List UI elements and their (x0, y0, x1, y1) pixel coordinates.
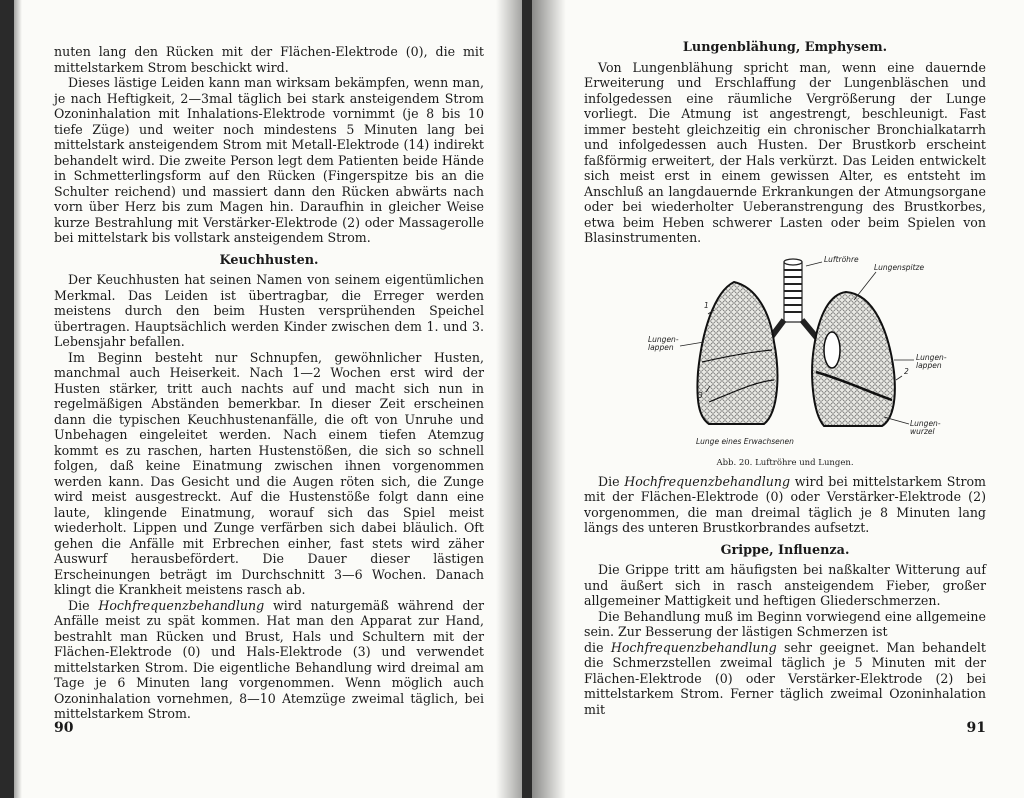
gutter-shadow-right (532, 0, 566, 798)
paragraph: Die Grippe tritt am häufigsten bei naßkalter Witterung auf und äußert sich in rasch ansteigendem Fieber, großer allgemeiner Mattigkeit und heftigen Gliederschmerzen. (584, 562, 986, 608)
paragraph: Dieses lästige Leiden kann man wirksam bekämpfen, wenn man, je nach Heftigkeit, 2—3mal täglich bei stark ansteigendem Strom Ozoninhalation mit Inhalations-Elektrode vornimmt (je 8 bis 10 tiefe Züge) und weiter noch mindestens 5 Minuten lang bei mittelstark ansteigendem Strom mit Metall-Elektrode (14) indirekt behandelt wird. Die zweite Person legt dem Patienten beide Hände in Schmetterlingsform auf den Rücken (Fingerspitze bis an die Schulter reichend) und massiert dann den Rücken abwärts nach vorn über Herz bis zum Magen hin. Daraufhin in gleicher Weise kurze Bestrahlung mit Verstärker-Elektrode (2) oder Massagerolle bei mittelstark bis vollstark ansteigendem Strom. (54, 75, 484, 245)
text-run: Die (68, 597, 99, 613)
label-lungenlappen-right: Lungen- lappen (916, 352, 947, 370)
left-page-text (54, 44, 484, 722)
lungs-illustration (584, 252, 986, 470)
paragraph (54, 598, 484, 722)
right-page-text (584, 40, 986, 717)
paragraph (584, 640, 986, 718)
trachea (766, 259, 822, 344)
paragraph (584, 474, 986, 536)
page-number: 91 (966, 720, 986, 736)
emphasis-term: Hochfrequenzbehandlung (98, 597, 265, 613)
label-num-1: 1 (704, 300, 709, 310)
section-heading-keuchhusten: Keuchhusten. (219, 252, 319, 268)
section-heading-emphysem: Lungenblähung, Emphysem. (682, 40, 888, 55)
text-run: wird bei mittelstarkem Strom mit der Flächen-Elektrode (0) oder Verstärker-Elektrode (2) vorgenommen, die man dreimal täglich je 8 Minuten lang längs des unteren Brustkorbrandes aufsetzt. (584, 473, 986, 535)
label-num-3: 3 (698, 390, 703, 400)
label-lunge-erwachsenen: Lunge eines Erwachsenen (696, 436, 794, 446)
paragraph: nuten lang den Rücken mit der Flächen-Elektrode (0), die mit mittelstarkem Strom beschickt wird. (54, 44, 484, 75)
emphasis-term: Hochfrequenzbehandlung (624, 473, 791, 489)
paragraph: Der Keuchhusten hat seinen Namen von seinem eigentümlichen Merkmal. Das Leiden ist übertragbar, die Erreger werden meistens durch den beim Husten versprühenden Speichel übertragen. Hauptsächlich werden Kinder zwischen dem 1. und 3. Lebensjahr befallen. (54, 272, 484, 349)
page-number: 90 (54, 720, 74, 736)
left-page (14, 0, 522, 798)
figure-caption: Abb. 20. Luftröhre und Lungen. (716, 457, 854, 468)
label-lungenlappen-left: Lungen- lappen (648, 334, 679, 352)
emphasis-term: Hochfrequenzbehandlung (610, 639, 777, 655)
paragraph: Von Lungenblähung spricht man, wenn eine dauernde Erweiterung und Erschlaffung der Lungenbläschen und infolgedessen eine räumliche Vergrößerung der Lunge vorliegt. Die Atmung ist angestrengt, beschleunigt. Fast immer besteht gleichzeitig ein chronischer Bronchialkatarrh und infolgedessen auch Husten. Der Brustkorb erscheint faßförmig erweitert, der Hals verkürzt. Das Leiden entwickelt sich meist erst in einem gewissen Alter, es entsteht im Anschluß an langdauernde Erkrankungen der Atmungsorgane oder bei wiederholter Ueberanstrengung des Brustkorbes, etwa beim Heben schwerer Lasten oder beim Spielen von Blasinstrumenten. (584, 59, 986, 245)
label-lungenspitze: Lungenspitze (874, 262, 925, 272)
text-run: die (584, 639, 611, 655)
text-run: wird naturgemäß während der Anfälle meist zu spät kommen. Hat man den Apparat zur Hand, bestrahlt man Rücken und Brust, Hals und Schultern mit der Flächen-Elektrode (0) und Hals-Elektrode (3) und verwendet mittelstarken Strom. Die eigentliche Behandlung wird dreimal am Tage je 6 Minuten lang vorgenommen. Wenn möglich auch Ozoninhalation vornehmen, 8—10 Atemzüge zweimal täglich, bei mittelstarkem Strom. (54, 597, 484, 721)
label-lungenwurzel: Lungen- wurzel (910, 418, 941, 436)
label-num-2: 2 (904, 366, 909, 376)
right-page (532, 0, 1024, 798)
section-heading-grippe: Grippe, Influenza. (720, 542, 850, 558)
text-run: Die (598, 473, 625, 489)
paragraph: Die Behandlung muß im Beginn vorwiegend eine allgemeine sein. Zur Besserung der lästigen Schmerzen ist (584, 608, 986, 639)
page-edge-shadow (14, 0, 22, 798)
paragraph: Im Beginn besteht nur Schnupfen, gewöhnlicher Husten, manchmal auch Heiserkeit. Nach 1—2 Wochen erst wird der Husten stärker, tritt auch nachts auf und macht sich nun in regelmäßigen Abständen bemerkbar. In dieser Zeit erscheinen dann die typischen Keuchhustenanfälle, die oft von Unruhe und Unbehagen eingeleitet werden. Nach einem tiefen Atemzug kommt es zu raschen, harten Hustenstößen, die sich so schnell folgen, daß keine Einatmung zwischen ihnen vorgenommen werden kann. Das Gesicht und die Augen röten sich, die Zunge wird meist ausgestreckt. Auf die Hustenstöße folgt dann eine laute, klingende Einatmung, worauf sich das Spiel meist wiederholt. Lippen und Zunge verfärben sich dabei bläulich. Oft gehen die Anfälle mit Erbrechen einher, fast stets wird zäher Auswurf herausbefördert. Die Dauer dieser lästigen Erscheinungen beträgt im Durchschnitt 3—6 Wochen. Danach klingt die Krankheit meistens rasch ab. (54, 349, 484, 597)
label-luftroehre: Luftröhre (824, 254, 859, 264)
left-lung (697, 282, 777, 424)
gutter-shadow-left (496, 0, 522, 798)
text-run: sehr geeignet. Man behandelt die Schmerzstellen zweimal täglich je 5 Minuten mit der Flächen-Elektrode (0) oder Verstärker-Elektrode (2) bei mittelstarkem Strom. Ferner täglich zweimal Ozoninhalation mit (584, 639, 986, 717)
